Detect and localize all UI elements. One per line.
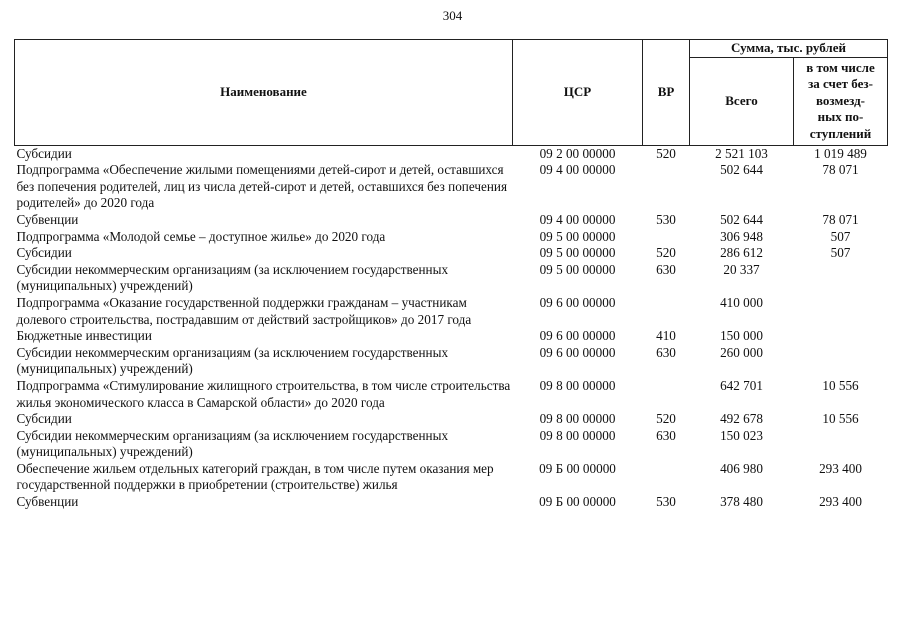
row-vr: 630 [656,427,676,443]
row-total: 306 948 [720,228,763,244]
row-vr [643,295,690,328]
row-name: Субсидии [16,145,72,161]
table-row [15,295,888,328]
row-total: 378 480 [720,494,763,510]
row-grant [794,328,888,345]
header-vr: ВР [643,40,690,146]
row-csr: 09 Б 00 00000 [539,460,616,476]
row-name: Субсидии некоммерческим организациям (за исключением государственных (муниципальных) учреждений) [16,427,449,460]
row-name: Субсидии некоммерческим организациям (за исключением государственных (муниципальных) учреждений) [16,261,449,294]
row-vr: 630 [656,344,676,360]
row-total: 2 521 103 [715,145,768,161]
row-csr: 09 4 00 00000 [539,162,616,178]
row-name: Субсидии [16,245,72,261]
row-csr: 09 8 00 00000 [539,377,616,393]
header-grant-line: возмезд- [816,92,865,108]
row-name: Подпрограмма «Стимулирование жилищного строительства, в том числе строительства жилья экономического класса в Самарской области» до 2020 года [16,377,511,410]
row-total: 492 678 [720,411,763,427]
table-row [15,378,888,411]
table-row [15,461,888,494]
row-grant [794,428,888,461]
row-total: 20 337 [723,261,760,277]
row-csr: 09 2 00 00000 [539,145,616,161]
row-grant: 10 556 [822,411,859,427]
header-sum-group: Сумма, тыс. рублей [690,40,888,58]
row-name: Субсидии некоммерческим организациям (за исключением государственных (муниципальных) учреждений) [16,344,449,377]
row-total: 642 701 [720,377,763,393]
table-row [15,229,888,246]
row-vr: 520 [656,145,676,161]
row-grant: 293 400 [819,460,862,476]
row-csr: 09 5 00 00000 [539,228,616,244]
row-csr: 09 8 00 00000 [539,427,616,443]
row-csr: 09 Б 00 00000 [539,494,616,510]
row-grant: 293 400 [819,494,862,510]
table-row [15,145,888,162]
row-vr: 520 [656,245,676,261]
row-total: 150 023 [720,427,763,443]
table-row [15,328,888,345]
row-total: 260 000 [720,344,763,360]
table-row [15,262,888,295]
row-vr [643,461,690,494]
row-vr: 520 [656,411,676,427]
table-row [15,494,888,511]
table-row [15,345,888,378]
header-grant-line: ных по- [817,109,864,125]
row-grant: 1 019 489 [814,145,867,161]
row-csr: 09 8 00 00000 [539,411,616,427]
table-row [15,162,888,212]
page-number: 304 [442,8,463,23]
row-grant: 10 556 [822,377,859,393]
row-total: 502 644 [720,211,763,227]
table-row [15,428,888,461]
row-grant [794,262,888,295]
row-grant [794,295,888,328]
header-grant [794,57,888,145]
table-row [15,411,888,428]
row-total: 406 980 [720,460,763,476]
row-total: 150 000 [720,328,763,344]
row-vr [643,162,690,212]
table-row [15,245,888,262]
row-csr: 09 6 00 00000 [539,294,616,310]
row-csr: 09 6 00 00000 [539,344,616,360]
header-total: Всего [690,57,794,145]
row-vr [643,378,690,411]
header-grant-line: ступлений [809,125,872,141]
row-name: Обеспечение жильем отдельных категорий граждан, в том числе путем оказания мер государственной поддержки в приобретении (строительстве) жилья [16,460,494,493]
row-vr: 530 [656,211,676,227]
row-total: 286 612 [720,245,763,261]
row-grant [794,345,888,378]
table-row [15,212,888,229]
row-grant: 78 071 [822,211,859,227]
table-body [15,145,888,511]
header-csr: ЦСР [513,40,643,146]
row-csr: 09 6 00 00000 [539,328,616,344]
row-name: Подпрограмма «Обеспечение жилыми помещениями детей-сирот и детей, оставшихся без попечения родителей, лиц из числа детей-сирот и детей, оставшихся без попечения родителей» до 2020 года [16,162,508,211]
row-grant: 78 071 [822,162,859,178]
row-name: Бюджетные инвестиции [16,328,152,344]
row-vr: 410 [656,328,676,344]
row-name: Субвенции [16,211,79,227]
row-csr: 09 5 00 00000 [539,245,616,261]
budget-table [14,39,888,511]
row-name: Субсидии [16,411,72,427]
row-name: Подпрограмма «Молодой семье – доступное жилье» до 2020 года [16,228,386,244]
row-name: Субвенции [16,494,79,510]
row-csr: 09 4 00 00000 [539,211,616,227]
header-grant-line: в том числе [806,59,875,75]
header-name: Наименование [15,40,513,146]
row-total: 502 644 [720,162,763,178]
row-csr: 09 5 00 00000 [539,261,616,277]
row-vr: 530 [656,494,676,510]
row-name: Подпрограмма «Оказание государственной поддержки гражданам – участникам долевого строительства, пострадавшим от действий застройщиков» до 2017 года [16,294,472,327]
row-grant: 507 [830,245,851,261]
row-total: 410 000 [720,294,763,310]
row-grant: 507 [830,228,851,244]
row-vr [643,229,690,246]
header-grant-line: за счет без- [808,76,873,92]
row-vr: 630 [656,261,676,277]
